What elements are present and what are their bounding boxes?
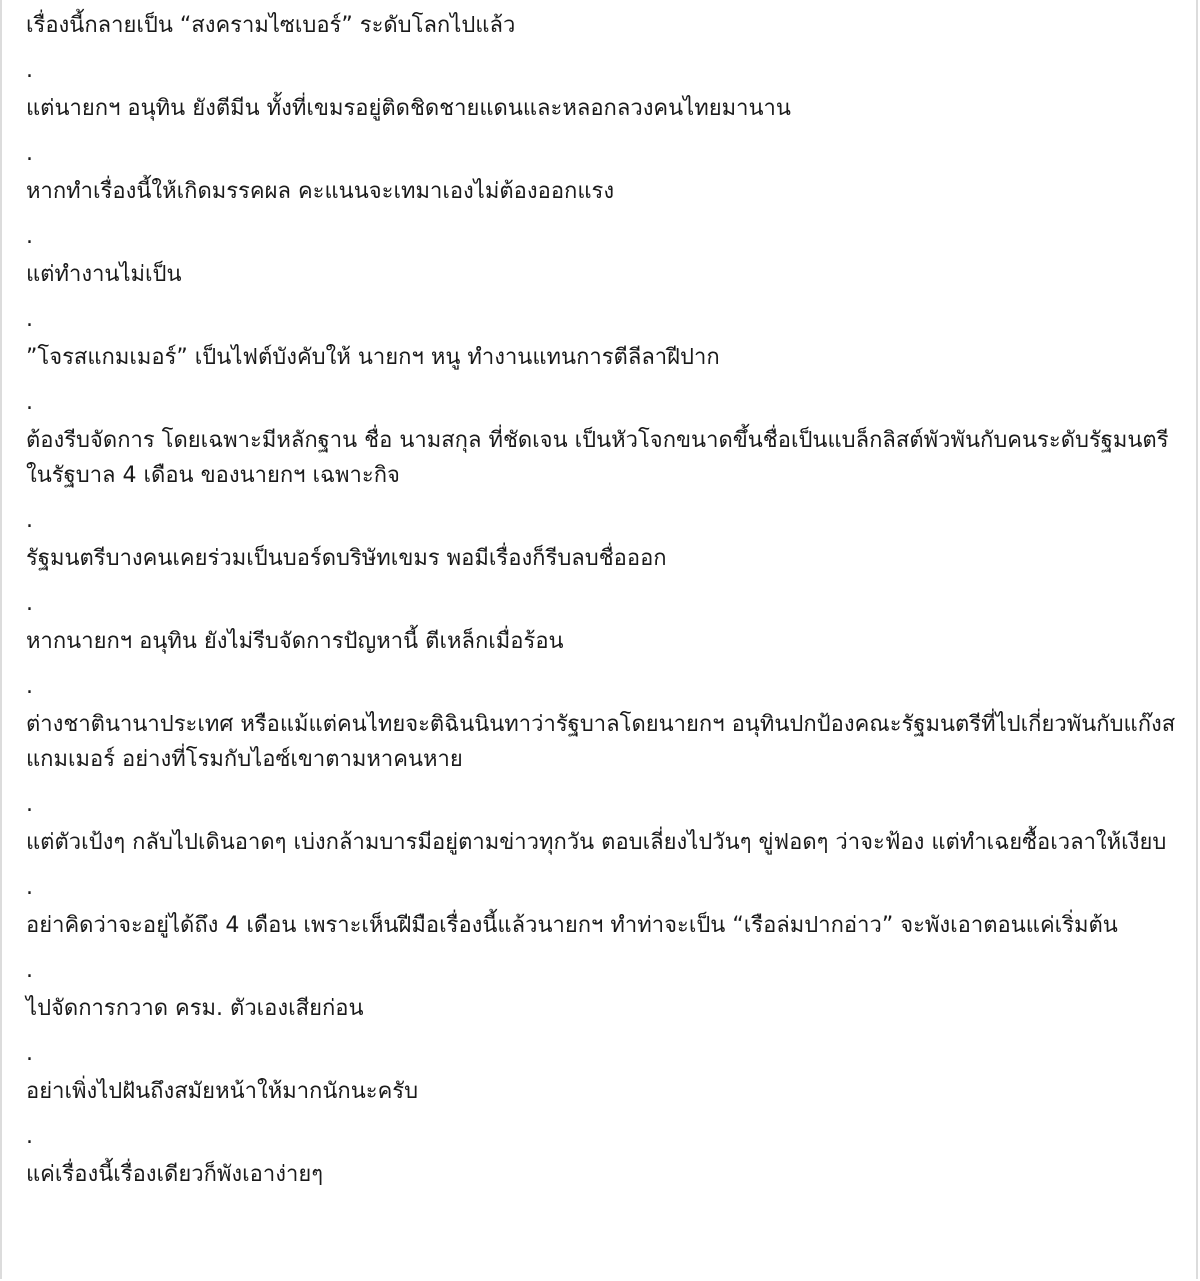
post-body [26,8,1186,1192]
separator-dot: . [26,1041,33,1066]
paragraph: แต่ตัวเป้งๆ กลับไปเดินอาดๆ เบ่งกล้ามบารมีอยู่ตามข่าวทุกวัน ตอบเลี่ยงไปวันๆ ขู่ฟอดๆ ว่าจะฟ้อง แต่ทำเฉยซื้อเวลาให้เงียบ [26,830,1167,855]
paragraph: หากทำเรื่องนี้ให้เกิดมรรคผล คะแนนจะเทมาเองไม่ต้องออกแรง [26,179,615,204]
separator-dot: . [26,674,33,699]
separator-dot: . [26,141,33,166]
paragraph: หากนายกฯ อนุทิน ยังไม่รีบจัดการปัญหานี้ ตีเหล็กเมื่อร้อน [26,629,564,654]
separator-dot: . [26,390,33,415]
paragraph: ต้องรีบจัดการ โดยเฉพาะมีหลักฐาน ชื่อ นามสกุล ที่ชัดเจน เป็นหัวโจกขนาดขึ้นชื่อเป็นแบล็กลิสต์พัวพันกับคนระดับรัฐมนตรีในรัฐบาล 4 เดือน ของนายกฯ เฉพาะกิจ [26,428,1169,488]
separator-dot: . [26,875,33,900]
separator-dot: . [26,508,33,533]
paragraph: แต่ทำงานไม่เป็น [26,262,182,287]
paragraph: ไปจัดการกวาด ครม. ตัวเองเสียก่อน [26,996,364,1021]
paragraph: รัฐมนตรีบางคนเคยร่วมเป็นบอร์ดบริษัทเขมร พอมีเรื่องก็รีบลบชื่อออก [26,546,667,571]
separator-dot: . [26,58,33,83]
separator-dot: . [26,958,33,983]
paragraph: อย่าเพิ่งไปฝันถึงสมัยหน้าให้มากนักนะครับ [26,1079,419,1104]
separator-dot: . [26,224,33,249]
paragraph: ”โจรสแกมเมอร์” เป็นไฟต์บังคับให้ นายกฯ หนู ทำงานแทนการตีลีลาฝีปาก [26,345,720,370]
paragraph: แค่เรื่องนี้เรื่องเดียวก็พังเอาง่ายๆ [26,1162,324,1187]
paragraph: แต่นายกฯ อนุทิน ยังตีมีน ทั้งที่เขมรอยู่ติดชิดชายแดนและหลอกลวงคนไทยมานาน [26,96,791,121]
separator-dot: . [26,792,33,817]
paragraph: อย่าคิดว่าจะอยู่ได้ถึง 4 เดือน เพราะเห็นฝีมือเรื่องนี้แล้วนายกฯ ทำท่าจะเป็น “เรือล่มปากอ่าว” จะพังเอาตอนแค่เริ่มต้น [26,913,1118,938]
paragraph: เรื่องนี้กลายเป็น “สงครามไซเบอร์” ระดับโลกไปแล้ว [26,13,516,38]
separator-dot: . [26,591,33,616]
paragraph: ต่างชาตินานาประเทศ หรือแม้แต่คนไทยจะติฉินนินทาว่ารัฐบาลโดยนายกฯ อนุทินปกป้องคณะรัฐมนตรีที่ไปเกี่ยวพันกับแก๊งสแกมเมอร์ อย่างที่โรมกับไอซ์เขาตามหาคนหาย [26,712,1176,772]
separator-dot: . [26,1124,33,1149]
separator-dot: . [26,307,33,332]
